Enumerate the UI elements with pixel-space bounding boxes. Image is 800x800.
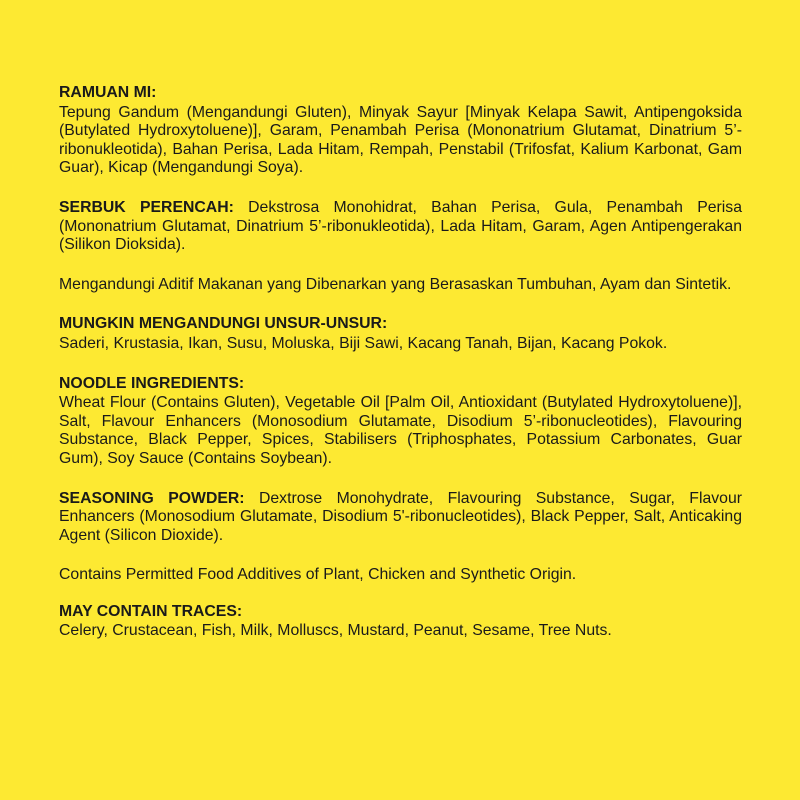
mungkin-text: Saderi, Krustasia, Ikan, Susu, Moluska, Biji Sawi, Kacang Tanah, Bijan, Kacang Pokok.: [59, 334, 668, 352]
may-contain-text: Celery, Crustacean, Fish, Milk, Molluscs, Mustard, Peanut, Sesame, Tree Nuts.: [59, 622, 612, 640]
ramuan-mi-text: Tepung Gandum (Mengandungi Gluten), Minyak Sayur [Minyak Kelapa Sawit, Antipengoksida (Butylated Hydroxytoluene)], Garam, Penambah Perisa (Mononatrium Glutamat, Dinatrium 5’-ribonukleotida), Bahan Perisa, Lada Hitam, Rempah, Penstabil (Trifosfat, Kalium Karbonat, Gam Guar), Kicap (Mengandungi Soya).: [59, 103, 742, 177]
serbuk-perencah-heading: SERBUK PERENCAH:: [59, 198, 234, 216]
may-contain-section: [59, 603, 742, 641]
aditif-my-section: Mengandungi Aditif Makanan yang Dibenarkan yang Berasaskan Tumbuhan, Ayam dan Sintetik.: [59, 275, 732, 293]
mungkin-heading: MUNGKIN MENGANDUNGI UNSUR-UNSUR:: [59, 315, 388, 333]
seasoning-powder-text: Dextrose Monohydrate, Flavouring Substance, Sugar, Flavour Enhancers (Monosodium Glutamate, Disodium 5'-ribonucleotides), Black Pepper, Salt, Anticaking Agent (Silicon Dioxide).: [59, 489, 742, 544]
seasoning-powder-heading: SEASONING POWDER:: [59, 489, 245, 507]
serbuk-perencah-section: [59, 199, 742, 255]
additives-en-section: Contains Permitted Food Additives of Plant, Chicken and Synthetic Origin.: [59, 566, 577, 584]
noodle-ingredients-heading: NOODLE INGREDIENTS:: [59, 374, 245, 392]
ramuan-mi-heading: RAMUAN MI:: [59, 84, 157, 101]
seasoning-powder-section: [59, 490, 742, 546]
may-contain-heading: MAY CONTAIN TRACES:: [59, 602, 243, 620]
serbuk-perencah-text: Dekstrosa Monohidrat, Bahan Perisa, Gula, Penambah Perisa (Mononatrium Glutamat, Dinatrium 5’-ribonukleotida), Lada Hitam, Garam, Agen Antipengerakan (Silikon Dioksida).: [59, 198, 742, 254]
mungkin-section: [59, 315, 742, 353]
noodle-ingredients-section: [59, 375, 742, 469]
ramuan-mi-section: [59, 84, 742, 178]
ingredients-label: [59, 84, 742, 662]
noodle-ingredients-text: Wheat Flour (Contains Gluten), Vegetable Oil [Palm Oil, Antioxidant (Butylated Hydroxytoluene)], Salt, Flavour Enhancers (Monosodium Glutamate, Disodium 5’-ribonucleotides), Flavouring Substance, Black Pepper, Spices, Stabilisers (Triphosphates, Potassium Carbonates, Guar Gum), Soy Sauce (Contains Soybean).: [59, 394, 742, 467]
